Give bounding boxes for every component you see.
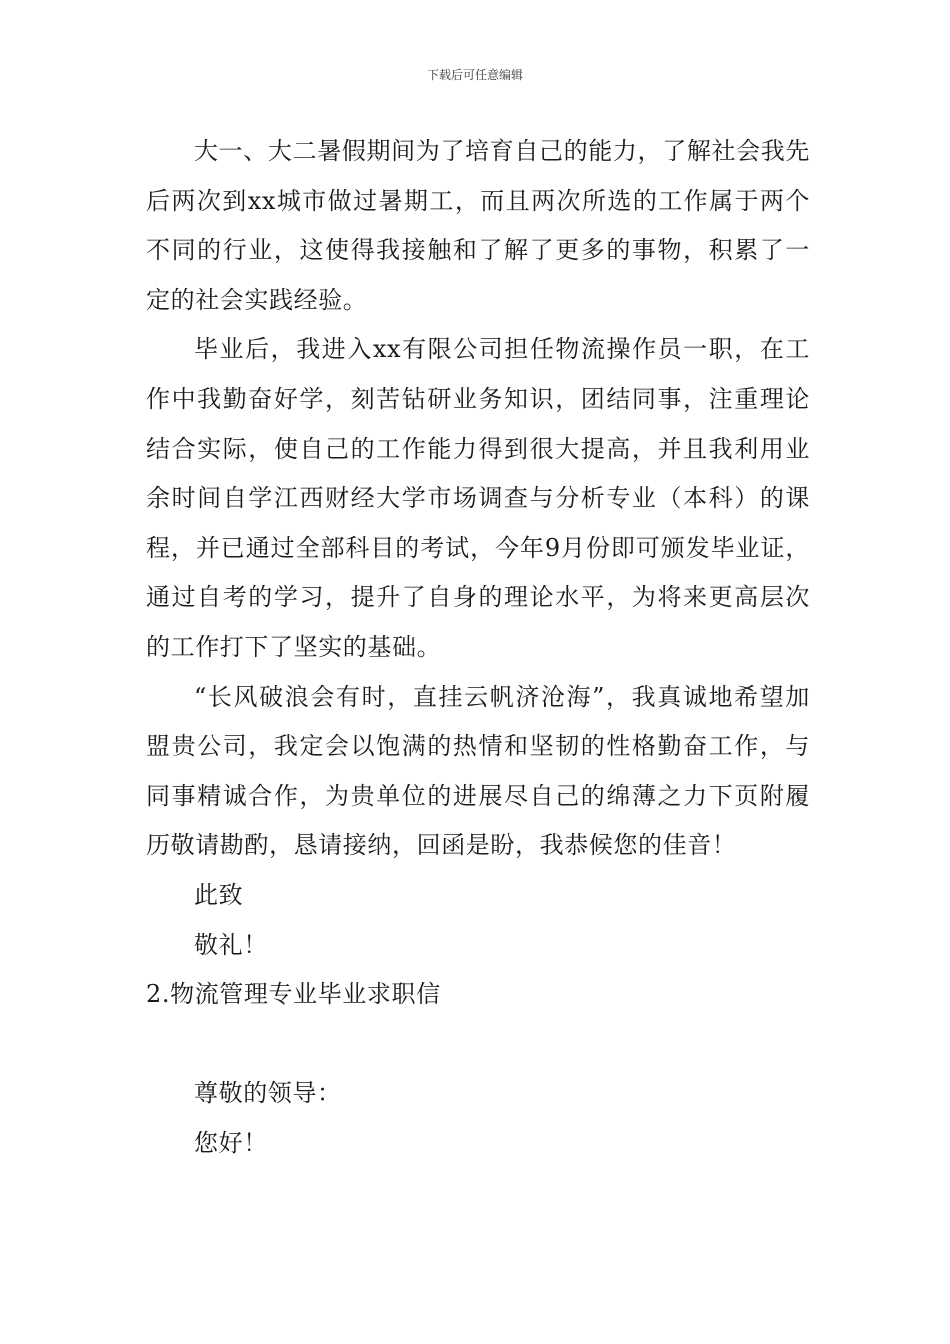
blank-line (146, 1020, 810, 1070)
salutation: 尊敬的领导： (194, 1079, 342, 1108)
document-body (146, 127, 810, 1168)
paragraph-summer-work: 大一、大二暑假期间为了培育自己的能力，了解社会我先后两次到xx城市做过暑期工，而且两次所选的工作属于两个不同的行业，这使得我接触和了解了更多的事物，积累了一定的社会实践经验。 (146, 137, 810, 314)
paragraph-after-graduation: 毕业后，我进入xx有限公司担任物流操作员一职，在工作中我勤奋好学，刻苦钻研业务知识，团结同事，注重理论结合实际，使自己的工作能力得到很大提高，并且我利用业余时间自学江西财经大学市场调查与分析专业（本科）的课程，并已通过全部科目的考试，今年9月份即可颁发毕业证，通过自考的学习，提升了自身的理论水平，为将来更高层次的工作打下了坚实的基础。 (146, 335, 810, 661)
closing-line-1: 此致 (194, 880, 244, 909)
closing-line-2: 敬礼！ (194, 930, 268, 959)
header-note: 下载后可任意编辑 (426, 68, 523, 82)
paragraph-closing-wish: “长风破浪会有时，直挂云帆济沧海”，我真诚地希望加盟贵公司，我定会以饱满的热情和坚韧的性格勤奋工作，与同事精诚合作，为贵单位的进展尽自己的绵薄之力下页附履历敬请勘酌，恳请接纳，回函是盼，我恭候您的佳音！ (146, 682, 810, 860)
greeting: 您好！ (194, 1128, 268, 1157)
section-heading: 2.物流管理专业毕业求职信 (146, 980, 441, 1009)
